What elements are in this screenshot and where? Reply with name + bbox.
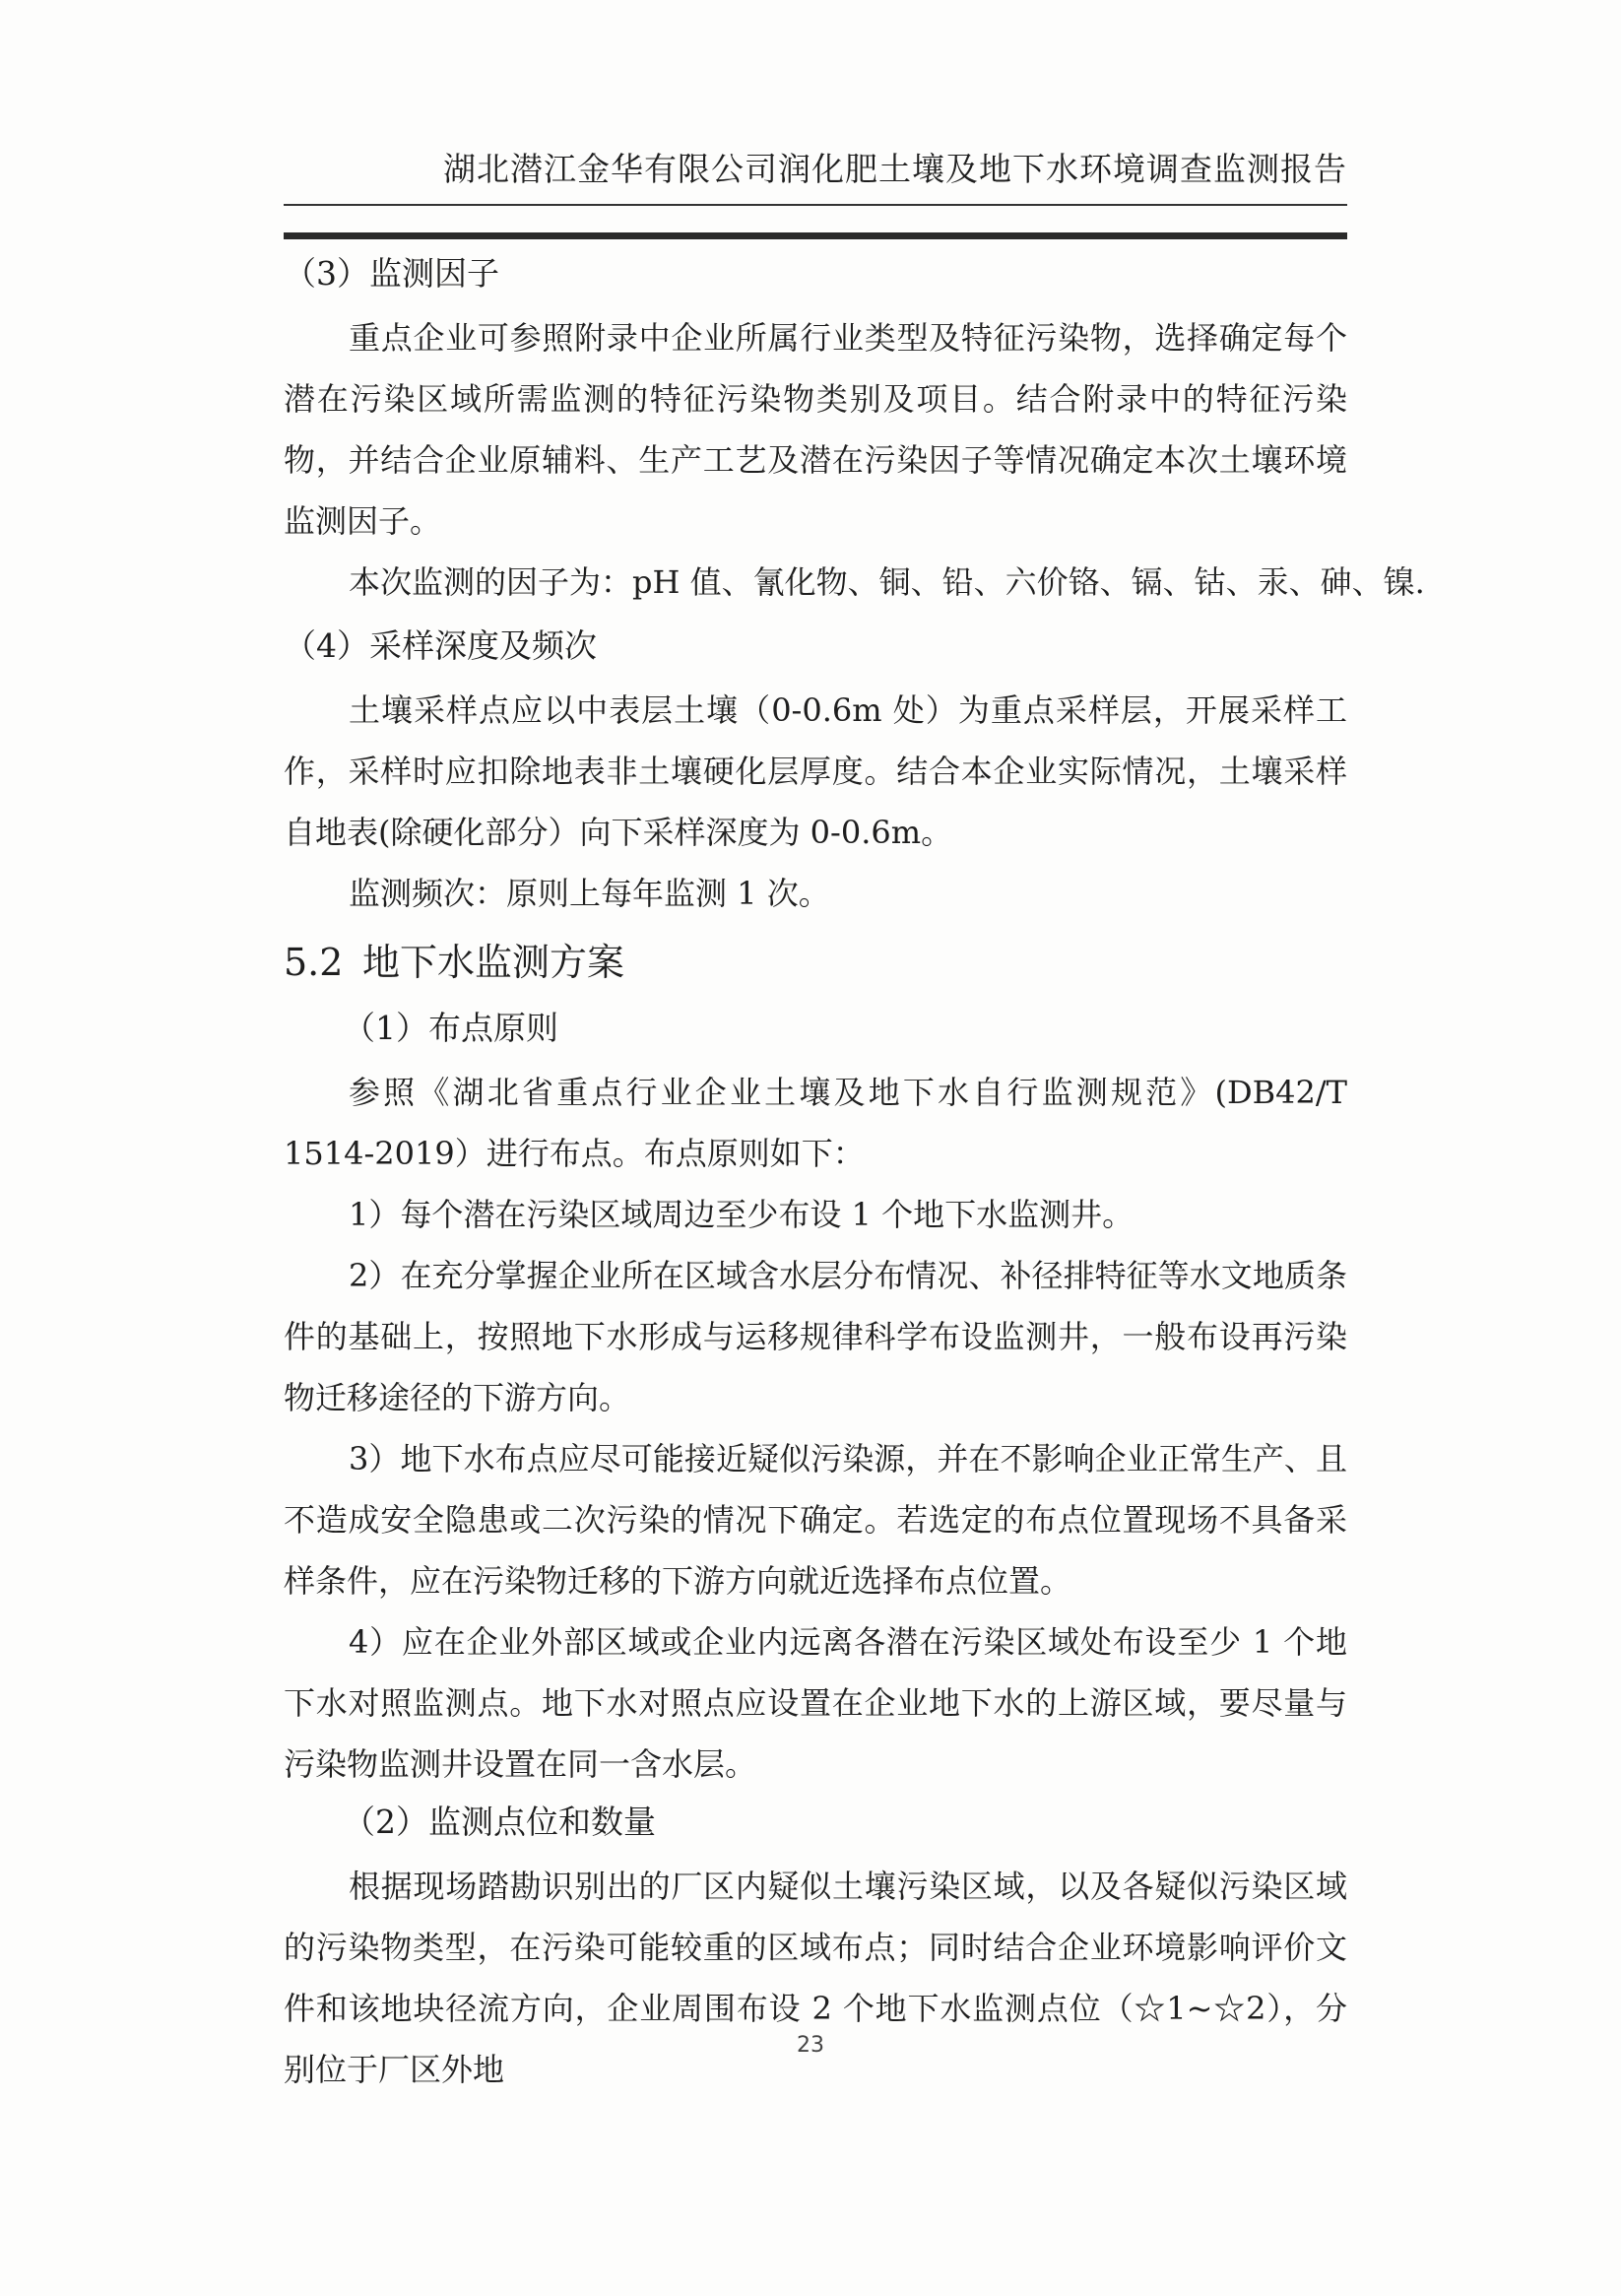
paragraph: 本次监测的因子为：pH 值、氰化物、铜、铅、六价铬、镉、钴、汞、砷、镍. — [349, 563, 1425, 601]
header-rule-thick — [284, 232, 1347, 239]
paragraph: 重点企业可参照附录中企业所属行业类型及特征污染物，选择确定每个潜在污染区域所需监测的特征污染物类别及项目。结合附录中的特征污染物，并结合企业原辅料、生产工艺及潜在污染因子等情况确定本次土壤环境监测因子。 — [284, 319, 1347, 540]
paragraph: 3）地下水布点应尽可能接近疑似污染源，并在不影响企业正常生产、且不造成安全隐患或二次污染的情况下确定。若选定的布点位置现场不具备采样条件，应在污染物迁移的下游方向就近选择布点位置。 — [284, 1440, 1347, 1600]
subheading-sampling-depth: （4）采样深度及频次 — [284, 626, 597, 665]
subheading-layout-principles: （1）布点原则 — [343, 1009, 558, 1047]
paragraph: 1）每个潜在污染区域周边至少布设 1 个地下水监测井。 — [349, 1196, 1135, 1233]
paragraph: 根据现场踏勘识别出的厂区内疑似土壤污染区域，以及各疑似污染区域的污染物类型，在污染可能较重的区域布点；同时结合企业环境影响评价文件和该地块径流方向，企业周围布设 2 个地下水监测点位（☆1~☆2），分别位于厂区外地 — [284, 1868, 1347, 2088]
paragraph: 监测频次：原则上每年监测 1 次。 — [349, 875, 830, 912]
header-rule-thin — [284, 204, 1347, 206]
paragraph: 参照《湖北省重点行业企业土壤及地下水自行监测规范》(DB42/T 1514-2019）进行布点。布点原则如下： — [284, 1074, 1347, 1172]
section-number: 5.2 — [284, 941, 344, 984]
page-number: 23 — [797, 2033, 824, 2058]
paragraph: 土壤采样点应以中表层土壤（0-0.6m 处）为重点采样层，开展采样工作，采样时应扣除地表非土壤硬化层厚度。结合本企业实际情况，土壤采样自地表(除硬化部分）向下采样深度为 0-0.6m。 — [284, 691, 1347, 851]
section-heading-5-2 — [284, 928, 1347, 997]
section-title-text: 地下水监测方案 — [362, 941, 625, 984]
subheading-monitoring-factors: （3）监测因子 — [284, 254, 499, 293]
paragraph: 4）应在企业外部区域或企业内远离各潜在污染区域处布设至少 1 个地下水对照监测点。地下水对照点应设置在企业地下水的上游区域，要尽量与污染物监测井设置在同一含水层。 — [284, 1623, 1347, 1783]
paragraph: 2）在充分掌握企业所在区域含水层分布情况、补径排特征等水文地质条件的基础上，按照地下水形成与运移规律科学布设监测井，一般布设再污染物迁移途径的下游方向。 — [284, 1257, 1347, 1416]
main-content — [284, 246, 1425, 2100]
subheading-monitoring-points: （2）监测点位和数量 — [343, 1803, 656, 1841]
running-header: 湖北潜江金华有限公司润化肥土壤及地下水环境调查监测报告 — [443, 150, 1347, 188]
